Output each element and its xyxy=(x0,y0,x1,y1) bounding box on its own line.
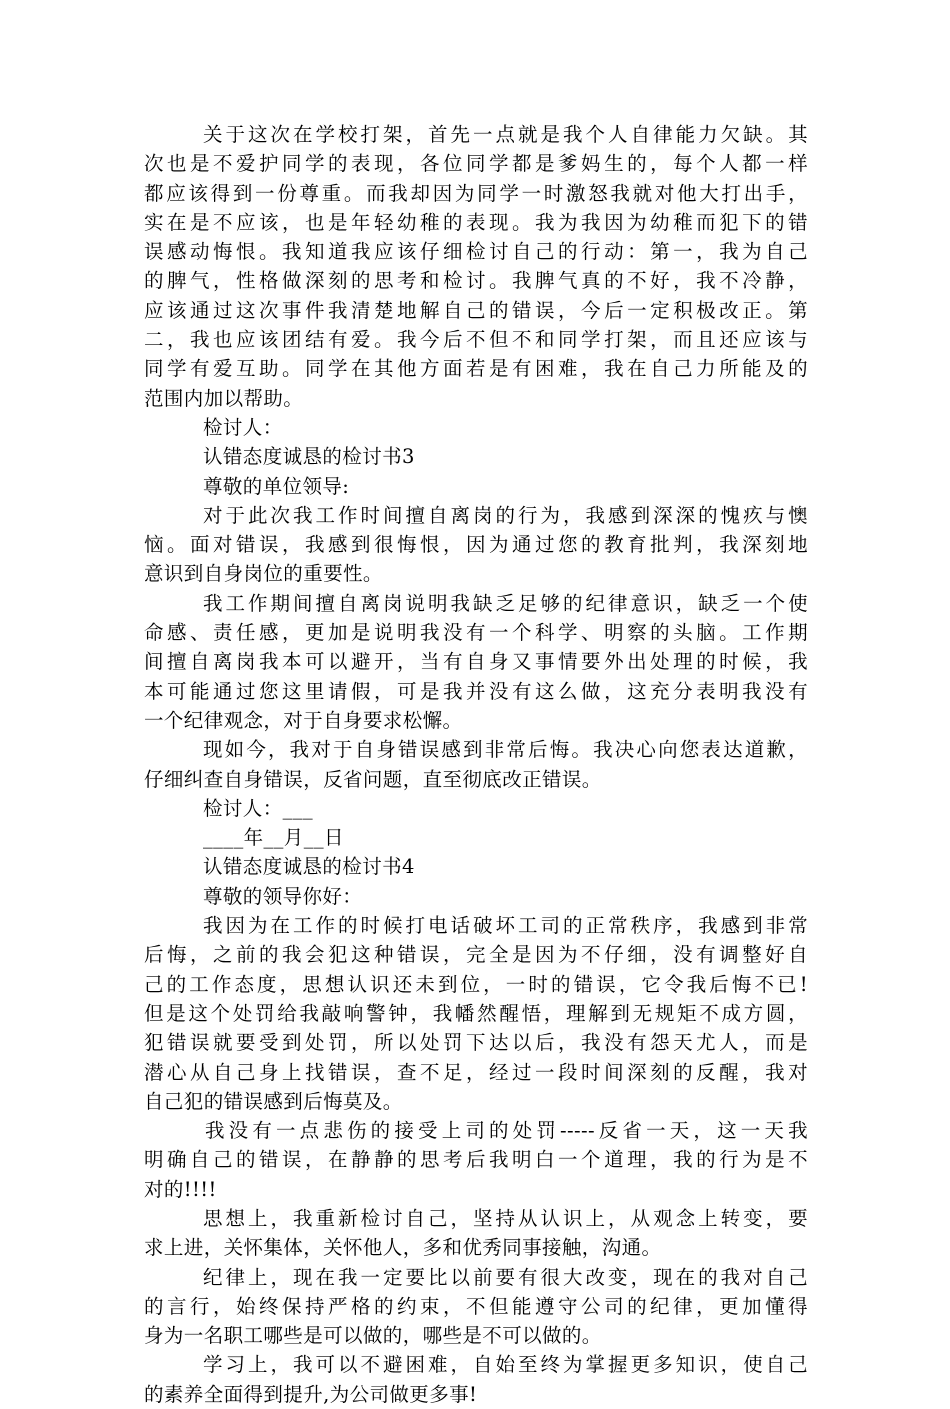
text-line: 尊敬的单位领导: xyxy=(203,474,350,498)
document-body xyxy=(144,120,808,1409)
text-line: 认错态度诚恳的检讨书4 xyxy=(203,855,415,879)
text-line: 的素养全面得到提升,为公司做更多事! xyxy=(144,1382,478,1406)
text-line: 潜心从自己身上找错误，查不足，经过一段时间深刻的反醒，我对 xyxy=(144,1060,808,1084)
text-line: 我没有一点悲伤的接受上司的处罚-----反省一天，这一天我 xyxy=(205,1119,808,1143)
text-line: 纪律上，现在我一定要比以前要有很大改变，现在的我对自己 xyxy=(203,1265,808,1289)
text-line: 意识到自身岗位的重要性。 xyxy=(144,562,383,586)
text-line: 尊敬的领导你好： xyxy=(203,884,363,908)
text-line: 学习上，我可以不避困难，自始至终为掌握更多知识，使自己 xyxy=(203,1353,808,1377)
text-line: 的言行，始终保持严格的约束，不但能遵守公司的纪律，更加懂得 xyxy=(144,1294,808,1318)
text-line: 仔细纠查自身错误，反省问题，直至彻底改正错误。 xyxy=(144,767,602,791)
text-line: 犯错误就要受到处罚，所以处罚下达以后，我没有怨天尤人，而是 xyxy=(144,1031,808,1055)
text-line: 检讨人：___ xyxy=(203,796,314,820)
text-line: 本可能通过您这里请假，可是我并没有这么做，这充分表明我没有 xyxy=(144,679,808,703)
text-line: 关于这次在学校打架，首先一点就是我个人自律能力欠缺。其 xyxy=(203,123,808,146)
text-line: 二，我也应该团结有爱。我今后不但不和同学打架，而且还应该与 xyxy=(144,328,808,352)
text-line: 思想上，我重新检讨自己，坚持从认识上，从观念上转变，要 xyxy=(203,1206,808,1230)
text-line: 我因为在工作的时候打电话破坏工司的正常秩序，我感到非常 xyxy=(203,914,808,938)
text-line: 自己犯的错误感到后悔莫及。 xyxy=(144,1089,403,1113)
text-line: 对于此次我工作时间擅自离岗的行为，我感到深深的愧疚与懊 xyxy=(203,503,808,527)
text-line: 身为一名职工哪些是可以做的，哪些是不可以做的。 xyxy=(144,1324,602,1348)
text-line: 现如今，我对于自身错误感到非常后悔。我决心向您表达道歉， xyxy=(203,738,808,762)
text-line: 检讨人： xyxy=(203,415,283,439)
text-line: 都应该得到一份尊重。而我却因为同学一时激怒我就对他大打出手， xyxy=(144,181,808,205)
text-line: 间擅自离岗我本可以避开，当有自身又事情要外出处理的时候，我 xyxy=(144,650,808,674)
text-line: 对的!!!! xyxy=(144,1177,217,1201)
text-line: 范围内加以帮助。 xyxy=(144,386,304,410)
text-line: 但是这个处罚给我敲响警钟，我幡然醒悟，理解到无规矩不成方圆， xyxy=(144,1001,808,1025)
text-line: 我工作期间擅自离岗说明我缺乏足够的纪律意识，缺乏一个使 xyxy=(203,591,808,615)
text-line: 次也是不爱护同学的表现，各位同学都是爹妈生的，每个人都一样 xyxy=(144,152,808,176)
text-line: 求上进，关怀集体，关怀他人，多和优秀同事接触，沟通。 xyxy=(144,1236,662,1260)
text-line: ____年__月__日 xyxy=(203,826,344,850)
text-line: 应该通过这次事件我清楚地解自己的错误，今后一定积极改正。第 xyxy=(144,298,808,322)
text-line: 命感、责任感，更加是说明我没有一个科学、明察的头脑。工作期 xyxy=(144,621,808,645)
text-line: 明确自己的错误，在静静的思考后我明白一个道理，我的行为是不 xyxy=(144,1148,808,1172)
text-line: 实在是不应该，也是年轻幼稚的表现。我为我因为幼稚而犯下的错 xyxy=(144,210,808,234)
text-line: 己的工作态度，思想认识还未到位，一时的错误，它令我后悔不已! xyxy=(144,972,808,996)
text-line: 认错态度诚恳的检讨书3 xyxy=(203,445,415,469)
text-line: 恼。面对错误，我感到很悔恨，因为通过您的教育批判，我深刻地 xyxy=(144,533,808,557)
text-line: 同学有爱互助。同学在其他方面若是有困难，我在自己力所能及的 xyxy=(144,357,808,381)
text-line: 的脾气，性格做深刻的思考和检讨。我脾气真的不好，我不冷静， xyxy=(144,269,808,293)
text-line: 后悔，之前的我会犯这种错误，完全是因为不仔细，没有调整好自 xyxy=(144,943,808,967)
text-line: 误感动悔恨。我知道我应该仔细检讨自己的行动：第一，我为自己 xyxy=(144,240,808,264)
text-line: 一个纪律观念，对于自身要求松懈。 xyxy=(144,708,463,732)
